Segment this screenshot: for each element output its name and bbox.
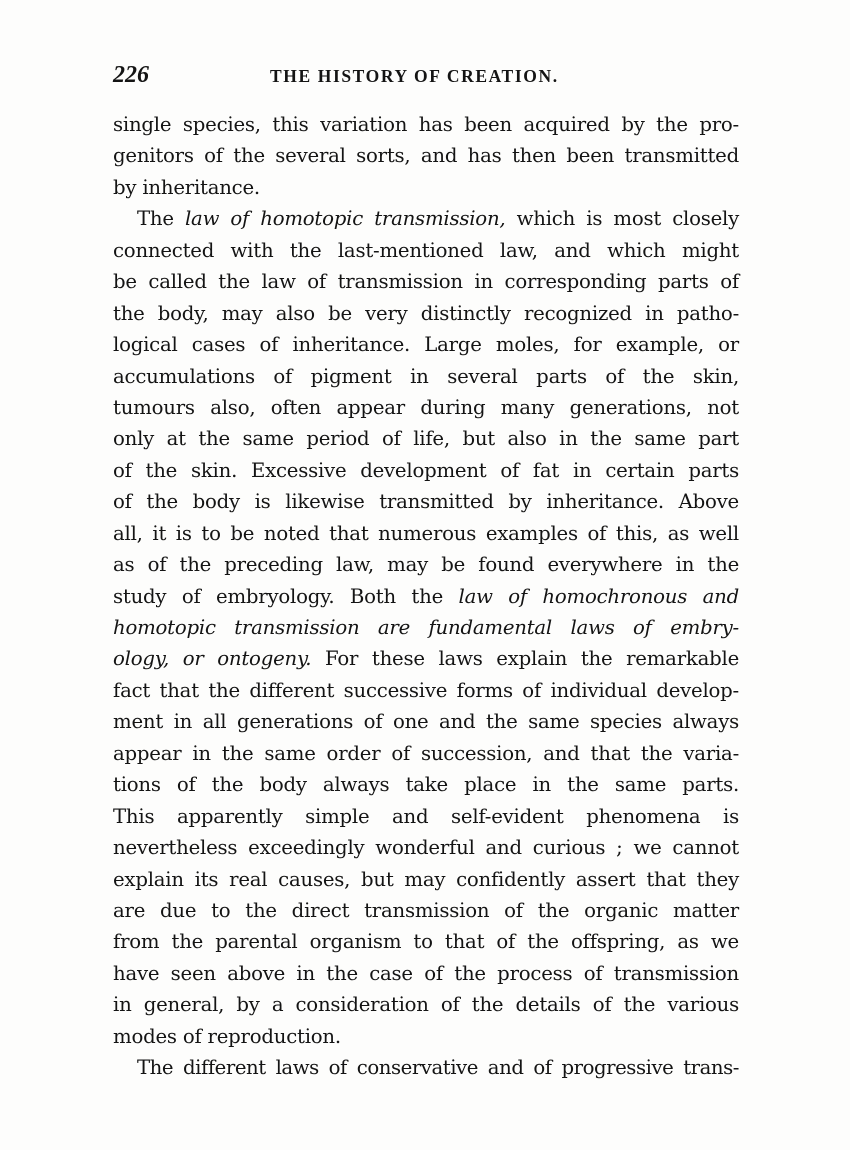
text-line <box>113 643 739 674</box>
text-line: connected with the last-mentioned law, and which might <box>113 238 739 262</box>
emphasized-term: law of homochronous and <box>458 584 739 608</box>
emphasized-term: ology, or ontogeny. <box>113 647 312 671</box>
text-run: For these laws explain the remarkable <box>311 647 739 671</box>
text-line: of the body is likewise transmitted by inheritance. Above <box>113 490 739 514</box>
text-line: logical cases of inheritance. Large moles, for example, or <box>113 333 739 357</box>
text-line: as of the preceding law, may be found everywhere in the <box>113 553 739 577</box>
running-title: THE HISTORY OF CREATION. <box>270 66 559 86</box>
text-line <box>113 581 739 612</box>
text-line: all, it is to be noted that numerous examples of this, as well <box>113 521 739 545</box>
text-line: modes of reproduction. <box>113 1024 341 1048</box>
emphasized-term: homotopic transmission are fundamental laws of embry- <box>113 616 739 639</box>
text-line: genitors of the several sorts, and has then been transmitted <box>113 144 739 168</box>
text-line: tumours also, often appear during many generations, not <box>113 395 739 419</box>
text-line: The different laws of conservative and of progressive trans- <box>137 1056 739 1080</box>
running-head <box>113 60 743 90</box>
text-line: appear in the same order of succession, and that the varia- <box>113 741 739 765</box>
text-run: which is most closely <box>505 207 740 231</box>
text-line: single species, this variation has been acquired by the pro- <box>113 113 739 136</box>
emphasized-term: law of homotopic transmission, <box>184 207 506 231</box>
text-line <box>113 203 739 234</box>
text-line: ment in all generations of one and the same species always <box>113 710 739 734</box>
text-run: The <box>137 207 185 231</box>
text-line: only at the same period of life, but also in the same part <box>113 427 739 451</box>
text-line: are due to the direct transmission of the organic matter <box>113 898 739 922</box>
text-line: of the skin. Excessive development of fat in certain parts <box>113 458 739 482</box>
text-line: nevertheless exceedingly wonderful and curious ; we cannot <box>113 836 739 860</box>
text-line: by inheritance. <box>113 175 260 199</box>
text-run: study of embryology. Both the <box>113 584 459 608</box>
body-text <box>113 109 739 1084</box>
text-line: accumulations of pigment in several parts of the skin, <box>113 364 739 388</box>
text-line: explain its real causes, but may confidently assert that they <box>113 867 739 891</box>
text-line: be called the law of transmission in corresponding parts of <box>113 270 739 294</box>
text-line: in general, by a consideration of the details of the various <box>113 993 739 1017</box>
text-line: fact that the different successive forms of individual develop- <box>113 678 739 702</box>
text-line: This apparently simple and self-evident phenomena is <box>113 804 739 828</box>
text-line: the body, may also be very distinctly recognized in patho- <box>113 301 739 325</box>
text-line <box>113 612 739 643</box>
page-number: 226 <box>113 62 149 88</box>
text-line: from the parental organism to that of the offspring, as we <box>113 930 739 954</box>
text-line: tions of the body always take place in the same parts. <box>113 773 739 797</box>
text-line: have seen above in the case of the process of transmission <box>113 961 739 985</box>
